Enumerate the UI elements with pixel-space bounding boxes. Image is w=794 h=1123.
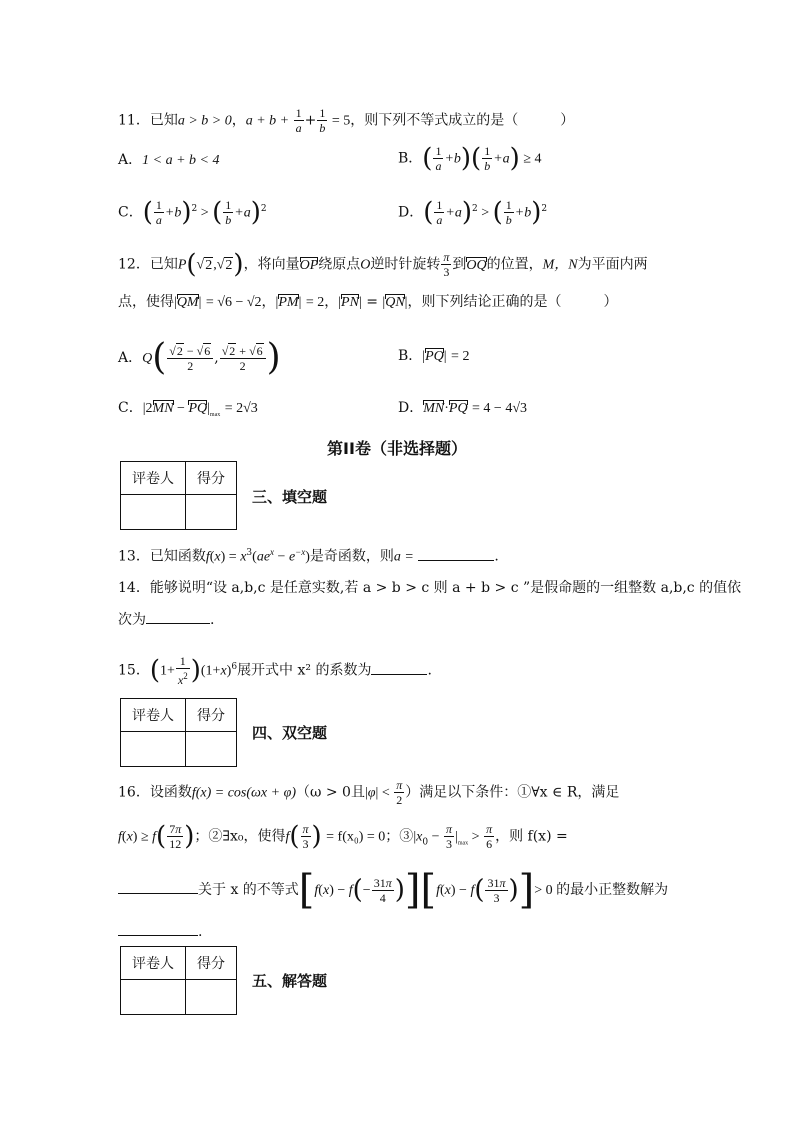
grader-cell[interactable] xyxy=(121,980,186,1015)
q16-line4: . xyxy=(118,922,202,942)
grader-label: 评卷人 xyxy=(121,462,186,495)
q16-line3: 关于 x 的不等式[f(x) − f(− $\frac{31\pi}{4}$ )][f(x) − f( $\frac{31\pi}{3}$ )]> 0 的最小正整数解为 xyxy=(118,870,668,910)
q11-option-c: C．( $\frac{1}{a}$ +b)$^2$ > ( $\frac{1}{b}$ +a)$^2$ xyxy=(118,197,267,228)
q14-line2: 次为 . xyxy=(118,612,215,628)
grader-label: 评卷人 xyxy=(121,699,186,732)
q11-stem: 11．已知a > b > 0，a + b + $\frac{1}{a}$ + $\frac{1}{b}$ = 5，则下列不等式成立的是（ ） xyxy=(118,106,575,135)
score-cell[interactable] xyxy=(186,495,237,530)
q12-stem-line1: 12．已知P(√2,√2)，将向量OP绕原点O逆时针旋转 $\frac{\pi}{3}$ 到OQ的位置，M，N为平面内两 xyxy=(118,249,648,280)
part2-title: 第II卷（非选择题） xyxy=(327,439,467,458)
q11-option-d: D．( $\frac{1}{a}$ +a)$^2$ > ( $\frac{1}{b}$ +b)$^2$ xyxy=(398,197,548,228)
grader-cell[interactable] xyxy=(121,495,186,530)
score-table xyxy=(120,461,237,530)
q12-option-c: C．$|2MN - PQ|_{max} = 2√3$ xyxy=(118,400,258,418)
q11-option-a: A．1 < a + b < 4 xyxy=(118,152,220,168)
score-cell[interactable] xyxy=(186,732,237,767)
grader-label: 评卷人 xyxy=(121,947,186,980)
section-fill-in-blank: 三、填空题 xyxy=(252,488,328,506)
q11-option-b: B．( $\frac{1}{a}$ +b)( $\frac{1}{b}$ +a) ≥ 4 xyxy=(398,143,542,174)
q12-option-d: D．MN·PQ = 4 − 4√3 xyxy=(398,398,527,419)
grader-cell[interactable] xyxy=(121,732,186,767)
section-answer: 五、解答题 xyxy=(252,972,328,990)
score-label: 得分 xyxy=(186,462,237,495)
score-table xyxy=(120,946,237,1015)
score-table xyxy=(120,698,237,767)
score-label: 得分 xyxy=(186,699,237,732)
section-double-blank: 四、双空题 xyxy=(252,724,328,742)
q16-line2: f(x) ≥ f( $\frac{7\pi}{12}$ )；②∃x₀，使得f( $\frac{\pi}{3}$ ) = f(x₀) = 0；$③|x_0$ − $\frac{\pi}{3}$ $|_{max}$ > $\frac{\pi}{6}$ ，则 f(x) = xyxy=(118,821,568,852)
score-cell[interactable] xyxy=(186,980,237,1015)
q12-option-a: A．Q( $\frac{√2 - √6}{2}$ , $\frac{√2 + √6}{2}$ ) xyxy=(118,337,281,378)
q13: 13．已知函数$f(x) = x^3(ae^x - e^{-x})$是奇函数，则a = . xyxy=(118,547,499,565)
q12-option-b: B．|PQ| = 2 xyxy=(398,346,469,367)
score-label: 得分 xyxy=(186,947,237,980)
q14-line1: 14．能够说明“设 a,b,c 是任意实数,若 a > b > c 则 a + b > c ”是假命题的一组整数 a,b,c 的值依 xyxy=(118,580,742,596)
q16-line1: 16．设函数f(x) = cos(ωx + φ)（ω > 0且|φ| < $\frac{\pi}{2}$ ）满足以下条件：①∀x ∈ R，满足 xyxy=(118,778,620,807)
q15: 15．(1+ $\frac{1}{x^2}$ )$(1+x)^6$展开式中 x² 的系数为 . xyxy=(118,654,432,687)
q12-stem-line2: 点，使得|QM| = √6 − √2，|PM| = 2，|PN| = |QN|，则下列结论正确的是（ ） xyxy=(118,292,617,313)
